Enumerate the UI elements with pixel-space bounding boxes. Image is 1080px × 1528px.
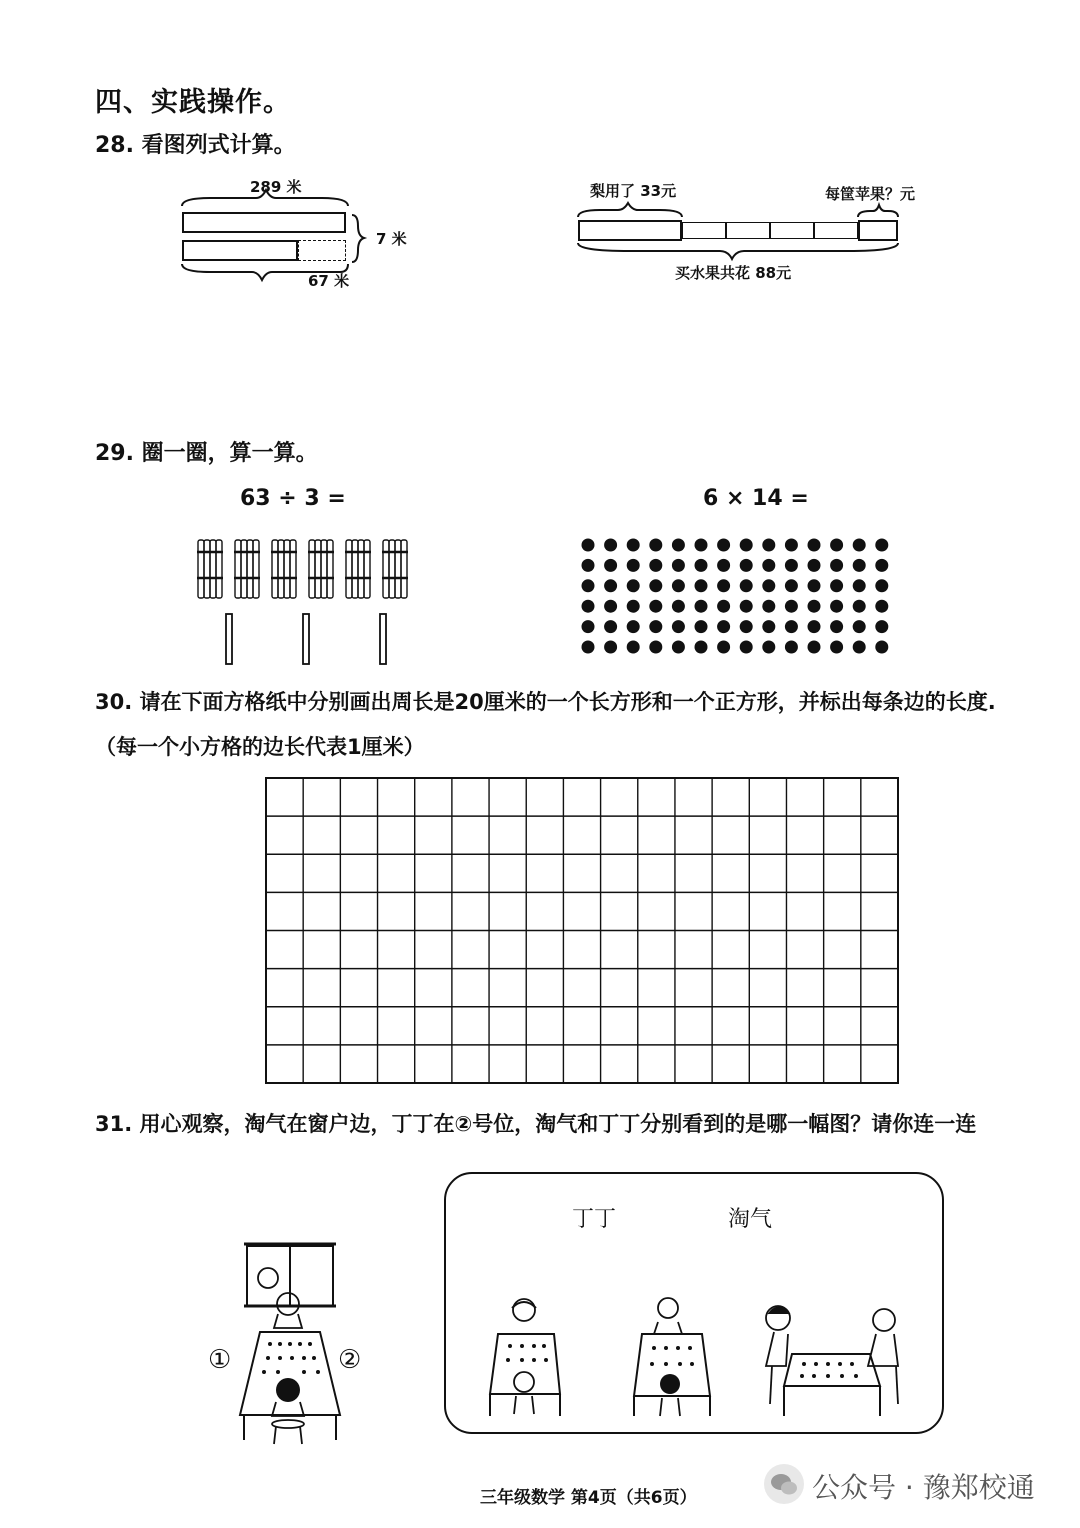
dot (740, 641, 753, 654)
dot (695, 579, 708, 592)
dot (830, 579, 843, 592)
question-31-prompt: 31. 用心观察，淘气在窗户边，丁丁在②号位，淘气和丁丁分别看到的是哪一幅图？请你连一连 (95, 1112, 977, 1136)
dot (875, 579, 888, 592)
single-stick (380, 614, 386, 664)
dot (582, 559, 595, 572)
dot (695, 641, 708, 654)
q29-sticks-figure (190, 530, 430, 670)
dot (627, 539, 640, 552)
dot (853, 620, 866, 633)
watermark-text: 公众号 · 豫郑校通 (812, 1471, 1035, 1504)
stick-bundle (271, 540, 297, 598)
stick-bundle (382, 540, 408, 598)
dot (695, 620, 708, 633)
q28-pear-label: 梨用了 33元 (590, 182, 677, 200)
dot (853, 559, 866, 572)
dot (830, 559, 843, 572)
dot (582, 600, 595, 613)
dot (672, 641, 685, 654)
dot (830, 600, 843, 613)
dot (785, 641, 798, 654)
seat-2-marker: ② (338, 1345, 362, 1375)
q28-left-bottom-label: 67 米 (308, 272, 350, 290)
dot (875, 641, 888, 654)
dot (582, 641, 595, 654)
dot (695, 600, 708, 613)
dot (875, 600, 888, 613)
dot (808, 559, 821, 572)
view-picture-3 (756, 1294, 926, 1419)
dot (762, 539, 775, 552)
dot (672, 539, 685, 552)
q28-bar-top (182, 212, 346, 233)
dot (785, 579, 798, 592)
dot (875, 539, 888, 552)
dot (582, 620, 595, 633)
stick-bundle (308, 540, 334, 598)
dot (762, 600, 775, 613)
dot (717, 641, 730, 654)
dot (762, 559, 775, 572)
dot (740, 559, 753, 572)
label-taoqi: 淘气 (728, 1207, 773, 1232)
label-dingding: 丁丁 (572, 1207, 617, 1232)
dot (604, 641, 617, 654)
seat-1-marker: ① (208, 1345, 232, 1375)
dot (604, 600, 617, 613)
dot (808, 600, 821, 613)
section-title: 四、实践操作。 (95, 87, 291, 118)
dot (853, 579, 866, 592)
q28-basket-bar (726, 222, 770, 239)
dot (672, 620, 685, 633)
dot (830, 641, 843, 654)
dot (853, 600, 866, 613)
dot (582, 539, 595, 552)
q28-basket-bar (814, 222, 858, 239)
q29-right-expression: 6 × 14 = (703, 486, 809, 511)
dot (740, 620, 753, 633)
dot (717, 600, 730, 613)
dot (785, 559, 798, 572)
wechat-icon (762, 1462, 806, 1506)
stick-bundle (345, 540, 371, 598)
q28-pear-bar (578, 220, 682, 241)
dot (808, 579, 821, 592)
dot (785, 539, 798, 552)
q28-left-diagram (170, 168, 450, 293)
stick-bundle (197, 540, 223, 598)
q28-basket-label: 每筐苹果？元 (825, 185, 916, 203)
dot (604, 539, 617, 552)
q28-total-label: 买水果共花 88元 (675, 264, 792, 282)
dot (604, 559, 617, 572)
question-28-prompt: 28. 看图列式计算。 (95, 133, 296, 158)
q30-square-grid (264, 776, 900, 1086)
dot (627, 579, 640, 592)
dot (717, 579, 730, 592)
dot (649, 579, 662, 592)
dot (762, 579, 775, 592)
dot (762, 620, 775, 633)
view-picture-1 (476, 1294, 606, 1419)
dot (649, 539, 662, 552)
q28-basket-bar (858, 220, 898, 241)
dot (627, 559, 640, 572)
dot (808, 539, 821, 552)
single-stick (226, 614, 232, 664)
q31-answer-panel (444, 1172, 944, 1434)
dot (672, 559, 685, 572)
q28-bar-bottom (182, 240, 298, 261)
dot (649, 641, 662, 654)
dot (649, 559, 662, 572)
dot (830, 539, 843, 552)
q29-left-expression: 63 ÷ 3 = (240, 486, 346, 511)
question-30-note: （每一个小方格的边长代表1厘米） (95, 735, 425, 759)
dot (627, 600, 640, 613)
dot (830, 620, 843, 633)
dot (717, 559, 730, 572)
dot (875, 620, 888, 633)
dot (717, 620, 730, 633)
dot (627, 620, 640, 633)
dot (785, 620, 798, 633)
dot (672, 600, 685, 613)
dot (785, 600, 798, 613)
single-stick (303, 614, 309, 664)
view-picture-2 (626, 1294, 756, 1419)
dot (740, 579, 753, 592)
q28-left-top-label: 289 米 (250, 178, 302, 196)
dot (627, 641, 640, 654)
page-footer: 三年级数学 第4页（共6页） (480, 1488, 697, 1508)
stick-bundle (234, 540, 260, 598)
dot (604, 579, 617, 592)
question-29-prompt: 29. 圈一圈，算一算。 (95, 441, 318, 466)
dot (740, 600, 753, 613)
dot (808, 641, 821, 654)
dot (853, 641, 866, 654)
dot (875, 559, 888, 572)
dot (582, 579, 595, 592)
q29-dots-figure (570, 530, 910, 660)
question-30-prompt: 30. 请在下面方格纸中分别画出周长是20厘米的一个长方形和一个正方形，并标出每条边的长度. (95, 690, 996, 714)
dot (649, 600, 662, 613)
dot (853, 539, 866, 552)
q28-right-diagram (570, 175, 930, 285)
q28-left-right-label: 7 米 (376, 230, 407, 248)
dot (672, 579, 685, 592)
dot (762, 641, 775, 654)
q28-bar-bottom-dashed (298, 240, 346, 261)
dot (740, 539, 753, 552)
dot (649, 620, 662, 633)
dot (808, 620, 821, 633)
q28-basket-bar (770, 222, 814, 239)
dot (695, 559, 708, 572)
dot (717, 539, 730, 552)
dot (695, 539, 708, 552)
q28-basket-bar (682, 222, 726, 239)
dot (604, 620, 617, 633)
